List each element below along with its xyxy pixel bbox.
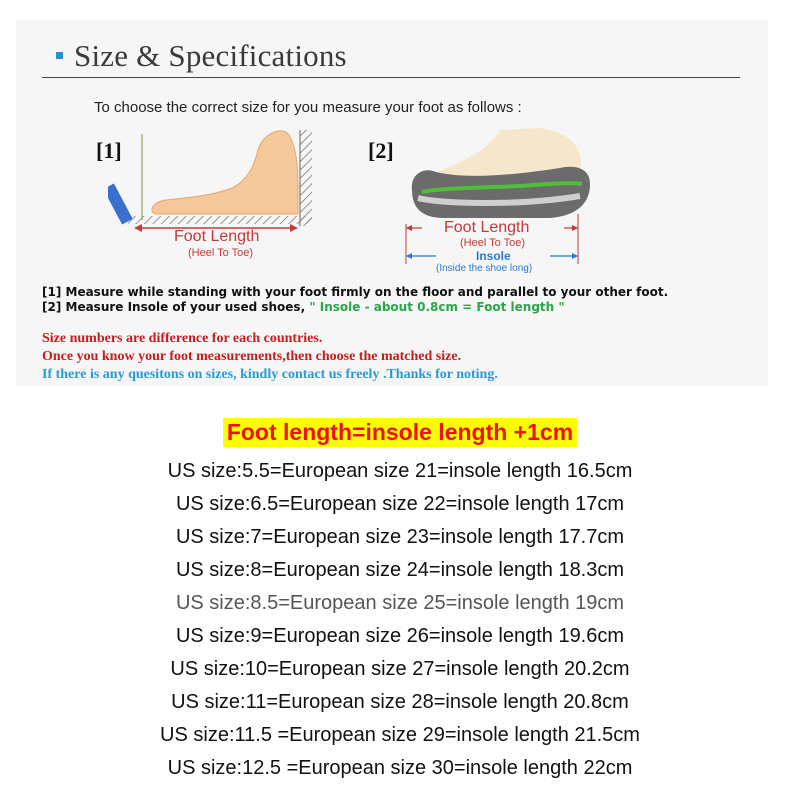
size-row: US size:8.5=European size 25=insole length 19cm (175, 592, 625, 614)
figure-1-caption: Foot Length (174, 228, 260, 245)
insole-formula: " Insole - about 0.8cm = Foot length " (309, 300, 565, 314)
figure-1-label: [1] (96, 138, 122, 163)
instruction-line-2-text: [2] Measure Insole of your used shoes, (42, 300, 306, 314)
figure-1-foot-measure (108, 124, 324, 264)
figure-2-caption-sub: (Heel To Toe) (460, 237, 526, 249)
foot-length-formula: Foot length=insole length +1cm (223, 418, 577, 447)
figure-1-caption-sub: (Heel To Toe) (188, 247, 254, 259)
instruction-line-1: [1] Measure while standing with your foot firmly on the floor and parallel to your other foot. (42, 285, 669, 299)
note-size-difference: Size numbers are difference for each countries. (42, 331, 323, 346)
size-row: US size:7=European size 23=insole length 17.7cm (175, 526, 625, 548)
size-row: US size:11.5 =European size 29=insole length 21.5cm (160, 724, 640, 746)
note-choose-size: Once you know your foot measurements,then choose the matched size. (42, 349, 462, 364)
figure-2-insole-label: Insole (476, 249, 511, 263)
headline-container (0, 418, 800, 447)
title-bullet-icon (56, 52, 63, 59)
intro-text: To choose the correct size for you measure your foot as follows : (94, 99, 522, 116)
size-row: US size:8=European size 24=insole length 18.3cm (175, 559, 625, 581)
note-contact: If there is any quesitons on sizes, kindly contact us freely .Thanks for noting. (42, 367, 498, 382)
size-row: US size:6.5=European size 22=insole length 17cm (175, 493, 625, 515)
figure-2-caption: Foot Length (444, 219, 530, 236)
size-row: US size:12.5 =European size 30=insole length 22cm (167, 757, 633, 779)
title-divider (42, 77, 740, 78)
figure-2-insole-sub: (Inside the shoe long) (436, 263, 533, 274)
size-row: US size:5.5=European size 21=insole length 16.5cm (167, 460, 633, 482)
size-row: US size:11=European size 28=insole length 20.8cm (171, 691, 629, 713)
size-row: US size:9=European size 26=insole length 19.6cm (175, 625, 625, 647)
instruction-line-2 (42, 300, 565, 314)
figure-2-insole-measure (400, 124, 600, 280)
page-title: Size & Specifications (74, 38, 347, 73)
figure-2-label: [2] (368, 138, 394, 163)
size-row: US size:10=European size 27=insole length 20.2cm (170, 658, 630, 680)
